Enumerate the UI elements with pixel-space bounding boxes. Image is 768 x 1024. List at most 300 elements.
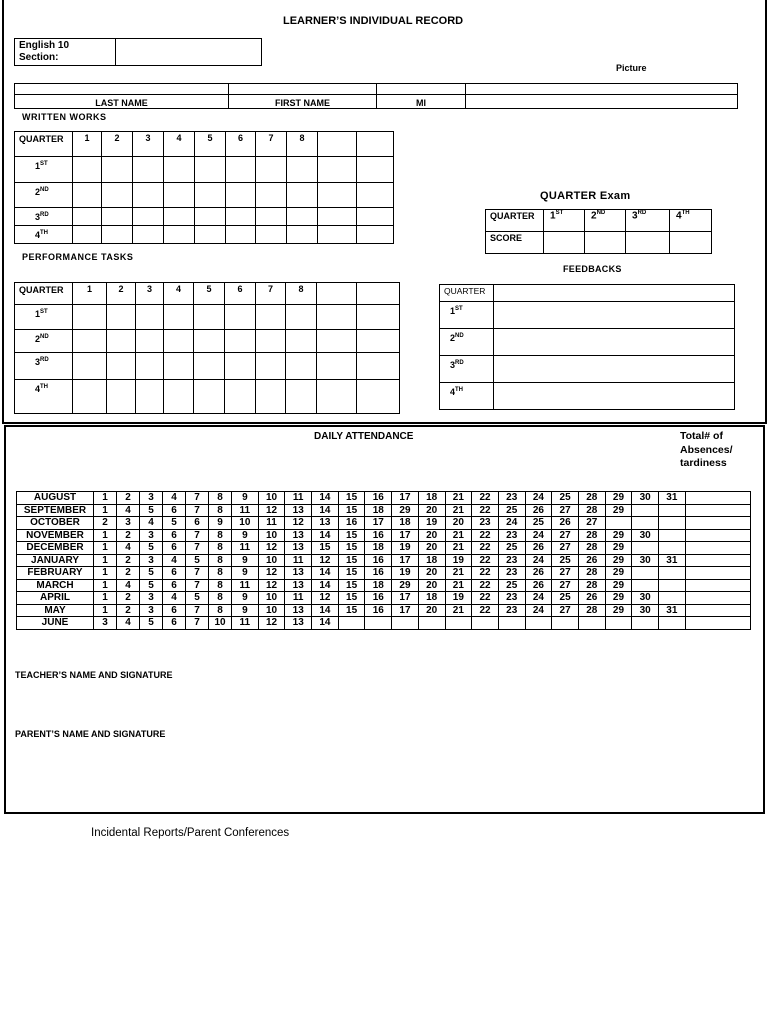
day-cell[interactable]: 4 [117,579,140,592]
day-cell[interactable]: 29 [605,567,632,580]
day-cell[interactable]: 22 [472,529,499,542]
day-cell[interactable]: 3 [140,529,163,542]
day-cell[interactable]: 28 [578,529,605,542]
score-cell[interactable] [164,330,194,353]
day-cell[interactable]: 29 [605,604,632,617]
day-cell[interactable]: 21 [445,604,472,617]
score-cell[interactable] [164,157,195,183]
day-cell[interactable]: 17 [392,529,419,542]
day-cell[interactable]: 11 [232,504,259,517]
day-cell[interactable]: 2 [117,592,140,605]
day-cell[interactable]: 27 [552,579,579,592]
day-cell[interactable]: 1 [94,542,117,555]
day-cell[interactable]: 14 [312,492,339,505]
score-cell[interactable] [225,353,256,380]
score-cell[interactable] [357,330,400,353]
total-absences-cell[interactable] [685,579,750,592]
score-cell[interactable] [164,226,195,244]
day-cell[interactable] [338,617,365,630]
total-absences-cell[interactable] [685,604,750,617]
day-cell[interactable]: 27 [552,604,579,617]
day-cell[interactable]: 21 [445,567,472,580]
day-cell[interactable]: 1 [94,592,117,605]
extra-name-field[interactable] [466,84,738,95]
score-cell[interactable] [164,353,194,380]
day-cell[interactable]: 30 [632,604,659,617]
score-cell[interactable] [357,208,394,226]
day-cell[interactable]: 2 [117,604,140,617]
day-cell[interactable]: 27 [552,542,579,555]
day-cell[interactable]: 6 [163,579,186,592]
day-cell[interactable]: 25 [552,492,579,505]
day-cell[interactable]: 1 [94,579,117,592]
score-cell[interactable] [164,183,195,208]
day-cell[interactable]: 2 [117,492,140,505]
day-cell[interactable]: 28 [578,492,605,505]
day-cell[interactable]: 26 [552,517,579,530]
day-cell[interactable]: 16 [338,517,365,530]
day-cell[interactable]: 23 [498,567,525,580]
day-cell[interactable]: 17 [392,604,419,617]
day-cell[interactable]: 27 [552,504,579,517]
score-cell[interactable] [136,380,164,414]
day-cell[interactable]: 9 [232,554,259,567]
score-cell[interactable] [164,305,194,330]
day-cell[interactable] [659,617,686,630]
day-cell[interactable]: 1 [94,529,117,542]
day-cell[interactable]: 10 [258,592,285,605]
score-cell[interactable] [287,157,318,183]
feedback-field[interactable] [494,329,735,356]
day-cell[interactable]: 9 [232,604,259,617]
day-cell[interactable]: 15 [338,554,365,567]
exam-score-q3[interactable] [626,232,670,254]
day-cell[interactable]: 3 [94,617,117,630]
day-cell[interactable]: 8 [209,579,232,592]
total-absences-cell[interactable] [685,529,750,542]
day-cell[interactable] [659,567,686,580]
score-cell[interactable] [136,305,164,330]
day-cell[interactable]: 11 [232,617,259,630]
score-cell[interactable] [73,380,107,414]
day-cell[interactable]: 14 [312,567,339,580]
day-cell[interactable]: 24 [525,604,552,617]
day-cell[interactable]: 25 [525,517,552,530]
day-cell[interactable]: 26 [525,567,552,580]
day-cell[interactable]: 24 [525,554,552,567]
day-cell[interactable]: 2 [117,529,140,542]
score-cell[interactable] [357,157,394,183]
score-cell[interactable] [102,226,133,244]
day-cell[interactable]: 16 [365,592,392,605]
day-cell[interactable]: 21 [445,529,472,542]
day-cell[interactable]: 11 [285,554,312,567]
day-cell[interactable]: 16 [365,492,392,505]
day-cell[interactable]: 5 [140,542,163,555]
day-cell[interactable]: 11 [232,579,259,592]
day-cell[interactable]: 8 [209,567,232,580]
day-cell[interactable]: 29 [605,554,632,567]
day-cell[interactable]: 12 [312,592,339,605]
day-cell[interactable]: 13 [285,604,312,617]
score-cell[interactable] [107,330,136,353]
day-cell[interactable]: 8 [209,554,232,567]
day-cell[interactable]: 7 [186,604,209,617]
day-cell[interactable]: 20 [418,542,445,555]
day-cell[interactable]: 11 [232,542,259,555]
day-cell[interactable] [605,517,632,530]
day-cell[interactable]: 29 [605,542,632,555]
score-cell[interactable] [317,353,357,380]
day-cell[interactable] [632,504,659,517]
day-cell[interactable]: 25 [552,554,579,567]
day-cell[interactable]: 7 [186,567,209,580]
score-cell[interactable] [107,380,136,414]
day-cell[interactable]: 6 [163,504,186,517]
day-cell[interactable] [525,617,552,630]
day-cell[interactable]: 12 [258,579,285,592]
day-cell[interactable]: 2 [117,554,140,567]
day-cell[interactable]: 4 [163,592,186,605]
day-cell[interactable]: 3 [140,592,163,605]
score-cell[interactable] [357,380,400,414]
day-cell[interactable]: 23 [498,592,525,605]
day-cell[interactable]: 15 [338,579,365,592]
day-cell[interactable]: 25 [498,542,525,555]
day-cell[interactable]: 4 [117,542,140,555]
score-cell[interactable] [357,226,394,244]
day-cell[interactable]: 26 [578,592,605,605]
day-cell[interactable]: 18 [365,542,392,555]
day-cell[interactable]: 5 [140,504,163,517]
day-cell[interactable]: 17 [392,592,419,605]
day-cell[interactable]: 15 [338,529,365,542]
day-cell[interactable]: 18 [392,517,419,530]
score-cell[interactable] [194,305,225,330]
score-cell[interactable] [318,226,357,244]
score-cell[interactable] [256,208,287,226]
day-cell[interactable]: 22 [472,592,499,605]
day-cell[interactable]: 8 [209,542,232,555]
score-cell[interactable] [195,208,226,226]
day-cell[interactable]: 16 [365,567,392,580]
score-cell[interactable] [318,183,357,208]
day-cell[interactable]: 7 [186,579,209,592]
day-cell[interactable]: 12 [312,554,339,567]
total-absences-cell[interactable] [685,504,750,517]
day-cell[interactable]: 5 [186,592,209,605]
day-cell[interactable]: 19 [418,517,445,530]
feedback-field[interactable] [494,383,735,410]
day-cell[interactable]: 29 [392,504,419,517]
day-cell[interactable]: 9 [232,592,259,605]
day-cell[interactable]: 3 [140,554,163,567]
day-cell[interactable]: 13 [285,579,312,592]
score-cell[interactable] [357,353,400,380]
score-cell[interactable] [318,157,357,183]
day-cell[interactable]: 18 [418,554,445,567]
day-cell[interactable]: 10 [258,554,285,567]
score-cell[interactable] [256,330,286,353]
day-cell[interactable] [445,617,472,630]
day-cell[interactable]: 8 [209,529,232,542]
day-cell[interactable]: 13 [285,529,312,542]
day-cell[interactable] [659,529,686,542]
day-cell[interactable]: 23 [498,492,525,505]
score-cell[interactable] [256,157,287,183]
day-cell[interactable]: 14 [312,579,339,592]
score-cell[interactable] [226,157,256,183]
day-cell[interactable]: 18 [365,504,392,517]
day-cell[interactable]: 27 [552,567,579,580]
day-cell[interactable]: 2 [94,517,117,530]
score-cell[interactable] [286,305,317,330]
day-cell[interactable]: 22 [472,504,499,517]
day-cell[interactable] [472,617,499,630]
day-cell[interactable] [632,567,659,580]
score-cell[interactable] [73,226,102,244]
day-cell[interactable]: 16 [365,529,392,542]
day-cell[interactable]: 5 [140,567,163,580]
day-cell[interactable]: 31 [659,554,686,567]
score-cell[interactable] [256,226,287,244]
day-cell[interactable]: 19 [445,554,472,567]
exam-score-q2[interactable] [585,232,626,254]
day-cell[interactable]: 8 [209,492,232,505]
first-name-field[interactable] [229,84,377,95]
score-cell[interactable] [107,305,136,330]
day-cell[interactable]: 9 [232,529,259,542]
day-cell[interactable]: 20 [418,504,445,517]
day-cell[interactable]: 19 [445,592,472,605]
mi-field[interactable] [377,84,466,95]
day-cell[interactable]: 16 [365,604,392,617]
day-cell[interactable]: 30 [632,592,659,605]
day-cell[interactable]: 27 [552,529,579,542]
day-cell[interactable]: 2 [117,567,140,580]
day-cell[interactable]: 15 [338,592,365,605]
score-cell[interactable] [73,330,107,353]
last-name-field[interactable] [15,84,229,95]
day-cell[interactable] [659,517,686,530]
day-cell[interactable]: 22 [472,542,499,555]
day-cell[interactable]: 20 [418,579,445,592]
day-cell[interactable]: 21 [445,579,472,592]
score-cell[interactable] [225,380,256,414]
score-cell[interactable] [73,305,107,330]
day-cell[interactable]: 1 [94,492,117,505]
day-cell[interactable]: 28 [578,542,605,555]
score-cell[interactable] [287,226,318,244]
day-cell[interactable]: 29 [605,579,632,592]
day-cell[interactable]: 8 [209,592,232,605]
score-cell[interactable] [357,183,394,208]
day-cell[interactable]: 7 [186,542,209,555]
day-cell[interactable]: 12 [285,517,312,530]
day-cell[interactable]: 6 [163,604,186,617]
day-cell[interactable]: 28 [578,567,605,580]
day-cell[interactable]: 29 [605,592,632,605]
feedback-field[interactable] [494,302,735,329]
day-cell[interactable]: 7 [186,529,209,542]
day-cell[interactable]: 24 [525,492,552,505]
day-cell[interactable]: 12 [258,542,285,555]
day-cell[interactable]: 23 [498,529,525,542]
day-cell[interactable]: 5 [186,554,209,567]
day-cell[interactable]: 13 [312,517,339,530]
day-cell[interactable]: 4 [117,617,140,630]
day-cell[interactable]: 10 [232,517,259,530]
day-cell[interactable]: 4 [163,554,186,567]
day-cell[interactable]: 26 [525,504,552,517]
day-cell[interactable]: 29 [392,579,419,592]
day-cell[interactable] [659,592,686,605]
score-cell[interactable] [286,380,317,414]
day-cell[interactable]: 10 [258,492,285,505]
day-cell[interactable]: 23 [498,554,525,567]
day-cell[interactable]: 6 [163,542,186,555]
day-cell[interactable]: 9 [232,567,259,580]
total-absences-cell[interactable] [685,542,750,555]
total-absences-cell[interactable] [685,517,750,530]
score-cell[interactable] [318,208,357,226]
day-cell[interactable] [659,504,686,517]
score-cell[interactable] [286,353,317,380]
day-cell[interactable]: 6 [163,567,186,580]
day-cell[interactable]: 17 [392,492,419,505]
day-cell[interactable]: 12 [258,504,285,517]
day-cell[interactable]: 12 [258,567,285,580]
day-cell[interactable] [498,617,525,630]
day-cell[interactable]: 9 [232,492,259,505]
score-cell[interactable] [73,353,107,380]
day-cell[interactable] [392,617,419,630]
total-absences-cell[interactable] [685,492,750,505]
day-cell[interactable]: 15 [338,492,365,505]
day-cell[interactable]: 21 [445,504,472,517]
day-cell[interactable]: 6 [186,517,209,530]
day-cell[interactable]: 11 [285,592,312,605]
day-cell[interactable] [632,579,659,592]
day-cell[interactable]: 24 [525,529,552,542]
day-cell[interactable]: 17 [365,517,392,530]
day-cell[interactable]: 15 [338,604,365,617]
day-cell[interactable]: 18 [418,492,445,505]
day-cell[interactable]: 31 [659,604,686,617]
day-cell[interactable]: 11 [258,517,285,530]
day-cell[interactable]: 28 [578,604,605,617]
day-cell[interactable] [605,617,632,630]
day-cell[interactable]: 25 [498,504,525,517]
total-absences-cell[interactable] [685,592,750,605]
score-cell[interactable] [194,380,225,414]
day-cell[interactable]: 4 [163,492,186,505]
day-cell[interactable]: 19 [392,542,419,555]
score-cell[interactable] [136,330,164,353]
day-cell[interactable]: 28 [578,504,605,517]
score-cell[interactable] [256,353,286,380]
day-cell[interactable]: 16 [365,554,392,567]
score-cell[interactable] [317,330,357,353]
day-cell[interactable]: 6 [163,617,186,630]
day-cell[interactable]: 5 [140,617,163,630]
score-cell[interactable] [287,208,318,226]
day-cell[interactable]: 24 [498,517,525,530]
day-cell[interactable]: 20 [418,567,445,580]
day-cell[interactable]: 19 [392,567,419,580]
score-cell[interactable] [194,353,225,380]
day-cell[interactable]: 8 [209,604,232,617]
score-cell[interactable] [226,208,256,226]
day-cell[interactable]: 3 [117,517,140,530]
day-cell[interactable]: 18 [365,579,392,592]
score-cell[interactable] [133,157,164,183]
day-cell[interactable]: 4 [140,517,163,530]
day-cell[interactable]: 30 [632,554,659,567]
day-cell[interactable]: 31 [659,492,686,505]
day-cell[interactable]: 7 [186,617,209,630]
day-cell[interactable]: 10 [258,604,285,617]
score-cell[interactable] [317,380,357,414]
day-cell[interactable]: 10 [209,617,232,630]
day-cell[interactable]: 23 [472,517,499,530]
day-cell[interactable] [418,617,445,630]
day-cell[interactable]: 14 [312,617,339,630]
score-cell[interactable] [164,380,194,414]
day-cell[interactable]: 26 [525,542,552,555]
day-cell[interactable] [552,617,579,630]
day-cell[interactable]: 14 [312,604,339,617]
day-cell[interactable]: 25 [552,592,579,605]
score-cell[interactable] [107,353,136,380]
score-cell[interactable] [226,226,256,244]
total-absences-cell[interactable] [685,617,750,630]
day-cell[interactable]: 17 [392,554,419,567]
score-cell[interactable] [164,208,195,226]
day-cell[interactable]: 9 [209,517,232,530]
score-cell[interactable] [136,353,164,380]
score-cell[interactable] [133,226,164,244]
day-cell[interactable]: 26 [525,579,552,592]
day-cell[interactable]: 13 [285,567,312,580]
day-cell[interactable]: 28 [578,579,605,592]
day-cell[interactable]: 11 [285,492,312,505]
score-cell[interactable] [225,330,256,353]
feedback-field[interactable] [494,356,735,383]
day-cell[interactable]: 15 [338,567,365,580]
day-cell[interactable]: 1 [94,567,117,580]
day-cell[interactable] [632,617,659,630]
day-cell[interactable]: 25 [498,579,525,592]
day-cell[interactable]: 1 [94,554,117,567]
day-cell[interactable]: 20 [418,529,445,542]
score-cell[interactable] [195,183,226,208]
day-cell[interactable] [659,579,686,592]
score-cell[interactable] [195,226,226,244]
day-cell[interactable]: 29 [605,492,632,505]
day-cell[interactable]: 15 [338,504,365,517]
day-cell[interactable] [632,517,659,530]
score-cell[interactable] [317,305,357,330]
score-cell[interactable] [73,157,102,183]
total-absences-cell[interactable] [685,554,750,567]
total-absences-cell[interactable] [685,567,750,580]
day-cell[interactable]: 22 [472,604,499,617]
day-cell[interactable]: 21 [445,542,472,555]
score-cell[interactable] [256,305,286,330]
day-cell[interactable]: 13 [285,617,312,630]
day-cell[interactable]: 5 [163,517,186,530]
